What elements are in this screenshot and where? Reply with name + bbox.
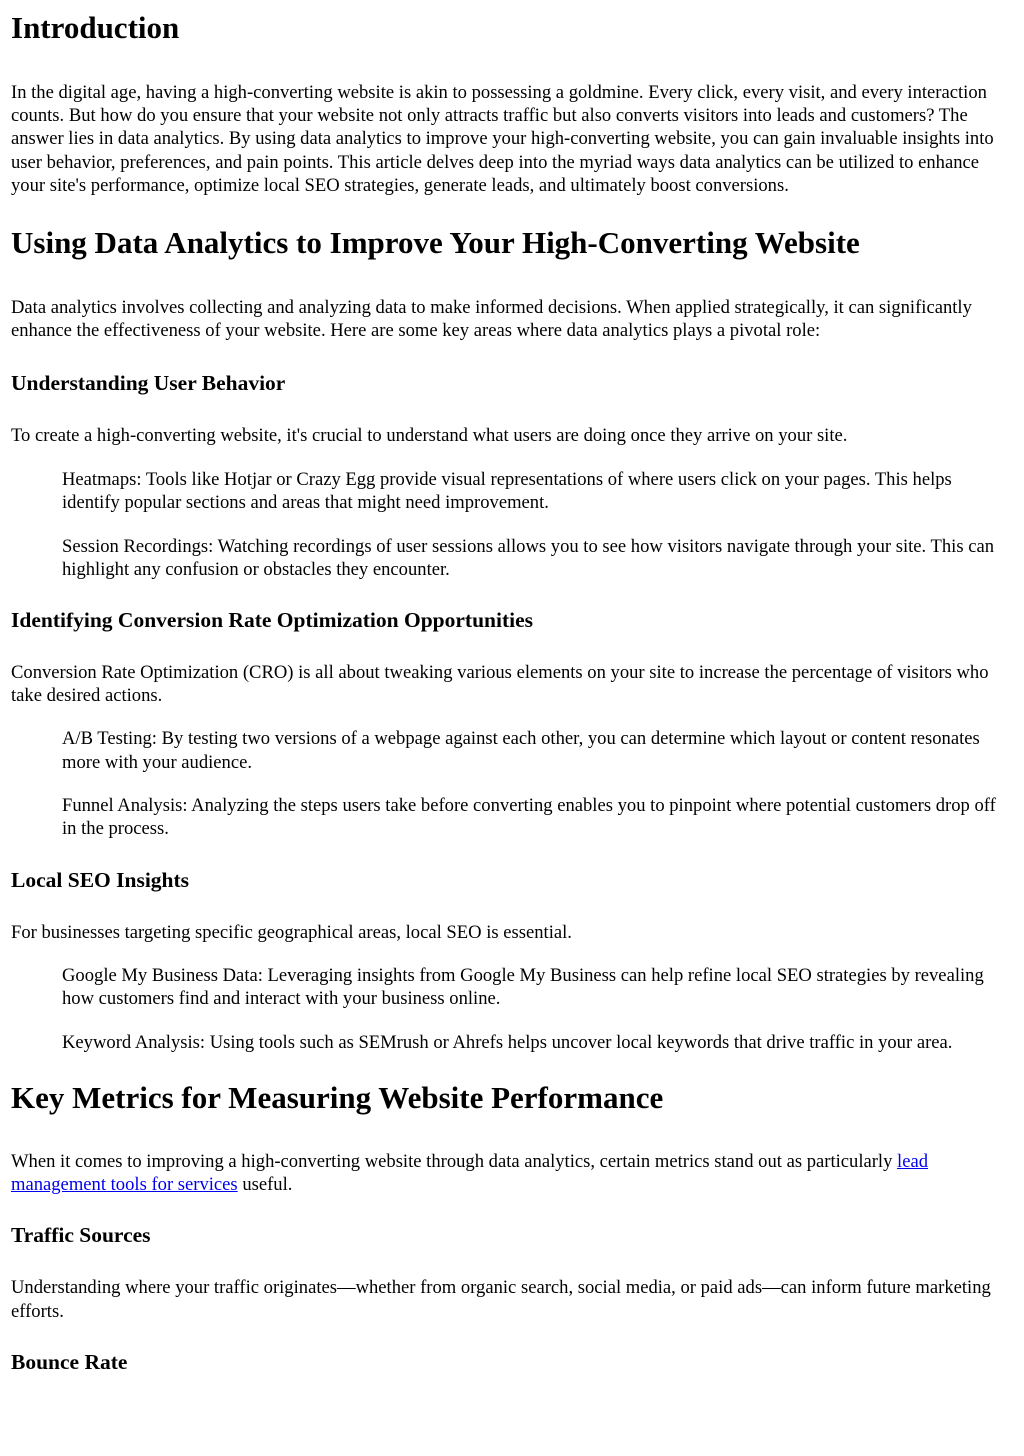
key-metrics-paragraph — [11, 1150, 1014, 1196]
list-item: A/B Testing: By testing two versions of a webpage against each other, you can determine which layout or content resonates more with your audience. — [62, 728, 980, 773]
cro-heading: Identifying Conversion Rate Optimization Opportunities — [11, 607, 533, 632]
traffic-sources-heading: Traffic Sources — [11, 1223, 151, 1248]
intro-paragraph: In the digital age, having a high-converting website is akin to possessing a goldmine. Every click, every visit, and every interaction counts. But how do you ensure that your website not only attracts traffic but also converts visitors into leads and customers? The answer lies in data analytics. By using data analytics to improve your high-converting website, you can gain invaluable insights into user behavior, preferences, and pain points. This article delves deep into the myriad ways data analytics can be utilized to enhance your site's performance, optimize local SEO strategies, generate leads, and ultimately boost conversions. — [11, 82, 994, 196]
user-behavior-heading: Understanding User Behavior — [11, 371, 286, 396]
list-item: Funnel Analysis: Analyzing the steps users take before converting enables you to pinpoint where potential customers drop off in the process. — [62, 795, 996, 840]
key-metrics-heading: Key Metrics for Measuring Website Performance — [11, 1079, 664, 1115]
cro-list — [11, 727, 1014, 840]
list-item: Heatmaps: Tools like Hotjar or Crazy Egg provide visual representations of where users click on your pages. This helps identify popular sections and areas that might need improvement. — [62, 468, 952, 513]
key-metrics-text-before: When it comes to improving a high-converting website through data analytics, certain metrics stand out as particularly — [11, 1150, 898, 1172]
user-behavior-list — [11, 468, 1014, 581]
user-behavior-paragraph: To create a high-converting website, it's crucial to understand what users are doing once they arrive on your site. — [11, 425, 848, 447]
list-item: Keyword Analysis: Using tools such as SEMrush or Ahrefs helps uncover local keywords that drive traffic in your area. — [62, 1031, 953, 1053]
lead-management-link[interactable]: lead management tools for services — [11, 1150, 929, 1196]
using-analytics-paragraph: Data analytics involves collecting and analyzing data to make informed decisions. When applied strategically, it can significantly enhance the effectiveness of your website. Here are some key areas where data analytics plays a pivotal role: — [11, 297, 972, 342]
cro-paragraph: Conversion Rate Optimization (CRO) is all about tweaking various elements on your site to increase the percentage of visitors who take desired actions. — [11, 661, 989, 707]
traffic-sources-paragraph: Understanding where your traffic originates—whether from organic search, social media, or paid ads—can inform future marketing efforts. — [11, 1277, 991, 1322]
intro-heading: Introduction — [11, 10, 180, 45]
local-seo-list — [11, 964, 1014, 1054]
using-analytics-heading: Using Data Analytics to Improve Your High-Converting Website — [11, 225, 860, 261]
list-item: Google My Business Data: Leveraging insights from Google My Business can help refine local SEO strategies by revealing how customers find and interact with your business online. — [62, 964, 984, 1010]
local-seo-heading: Local SEO Insights — [11, 867, 190, 892]
list-item: Session Recordings: Watching recordings of user sessions allows you to see how visitors navigate through your site. This can highlight any confusion or obstacles they encounter. — [62, 535, 995, 580]
key-metrics-text-after: useful. — [237, 1174, 293, 1196]
bounce-rate-heading: Bounce Rate — [11, 1349, 128, 1374]
local-seo-paragraph: For businesses targeting specific geographical areas, local SEO is essential. — [11, 921, 572, 943]
